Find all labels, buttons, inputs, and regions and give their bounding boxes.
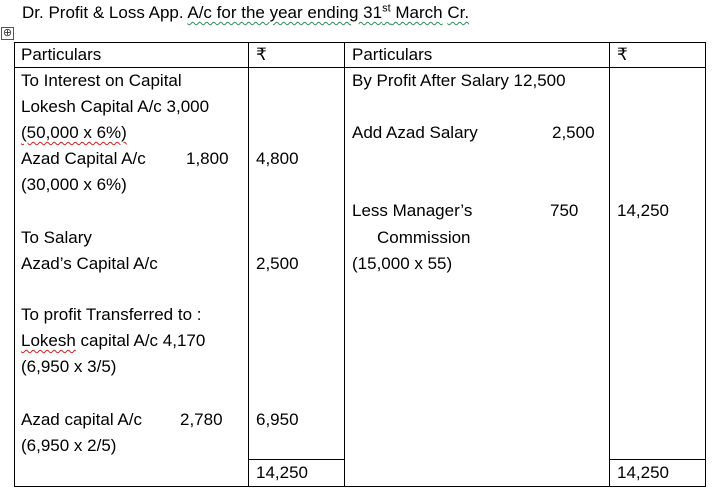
profit-total: 6,950 — [256, 410, 299, 429]
table-right-border — [705, 42, 706, 487]
lokesh-interest-row — [21, 97, 209, 117]
commission-calc: (15,000 x 55) — [352, 254, 453, 273]
title-underlined — [187, 3, 442, 22]
right-amount-divider — [609, 42, 610, 487]
header-rupee-left: ₹ — [256, 45, 267, 64]
azad-profit-label: Azad capital A/c — [21, 410, 142, 429]
lokesh-profit-name: Lokesh — [21, 331, 76, 350]
azad-profit-calc: (6,950 x 2/5) — [21, 436, 117, 455]
account-title — [22, 3, 469, 23]
title-underlined-text: A/c for the year ending 31 — [187, 3, 383, 22]
salary-label: Azad’s Capital A/c — [21, 254, 158, 273]
salary-heading: To Salary — [21, 228, 92, 247]
table-bottom-border — [14, 486, 706, 487]
lokesh-profit-calc: (6,950 x 3/5) — [21, 357, 117, 376]
table-left-border — [14, 42, 15, 487]
lokesh-profit-row — [21, 331, 205, 351]
title-prefix: Dr. Profit & Loss App. — [22, 3, 188, 22]
salary-total: 2,500 — [256, 254, 299, 273]
add-salary-amount: 2,500 — [552, 123, 595, 142]
profit-transferred-heading: To profit Transferred to : — [21, 305, 202, 324]
azad-interest-label: Azad Capital A/c — [21, 149, 146, 168]
left-amount-divider — [248, 42, 249, 487]
profit-after-salary: By Profit After Salary 12,500 — [352, 71, 566, 90]
left-total-top-border — [248, 459, 344, 460]
title-cr: Cr. — [447, 3, 470, 22]
azad-profit-amount: 2,780 — [180, 410, 223, 429]
left-grand-total: 14,250 — [256, 463, 308, 482]
table-handle-glyph: ⊕ — [2, 27, 13, 39]
commission-label: Commission — [377, 228, 471, 247]
add-salary-label: Add Azad Salary — [352, 123, 478, 142]
lokesh-interest-calc: (50,000 x 6%) — [21, 123, 127, 142]
header-rupee-right: ₹ — [617, 45, 628, 64]
table-top-border — [14, 42, 706, 43]
title-month: March — [390, 3, 443, 22]
interest-heading: To Interest on Capital — [21, 71, 182, 90]
less-manager-amount: 750 — [550, 201, 579, 220]
header-bottom-border — [14, 67, 706, 68]
lokesh-interest-amount: 3,000 — [166, 97, 210, 116]
azad-interest-amount: 1,800 — [186, 149, 229, 168]
azad-interest-calc: (30,000 x 6%) — [21, 175, 127, 194]
interest-total: 4,800 — [256, 149, 299, 168]
lokesh-interest-label: Lokesh Capital A/c — [21, 97, 167, 116]
header-particulars-left: Particulars — [21, 45, 102, 64]
right-total-top-border — [609, 459, 706, 460]
table-move-handle-icon[interactable] — [1, 27, 14, 40]
net-profit-total: 14,250 — [617, 201, 669, 220]
center-divider — [344, 42, 345, 487]
header-particulars-right: Particulars — [352, 45, 433, 64]
title-superscript: st — [382, 2, 391, 15]
right-grand-total: 14,250 — [617, 463, 669, 482]
lokesh-profit-label: capital A/c 4,170 — [75, 331, 206, 350]
less-manager-label: Less Manager’s — [352, 201, 473, 220]
